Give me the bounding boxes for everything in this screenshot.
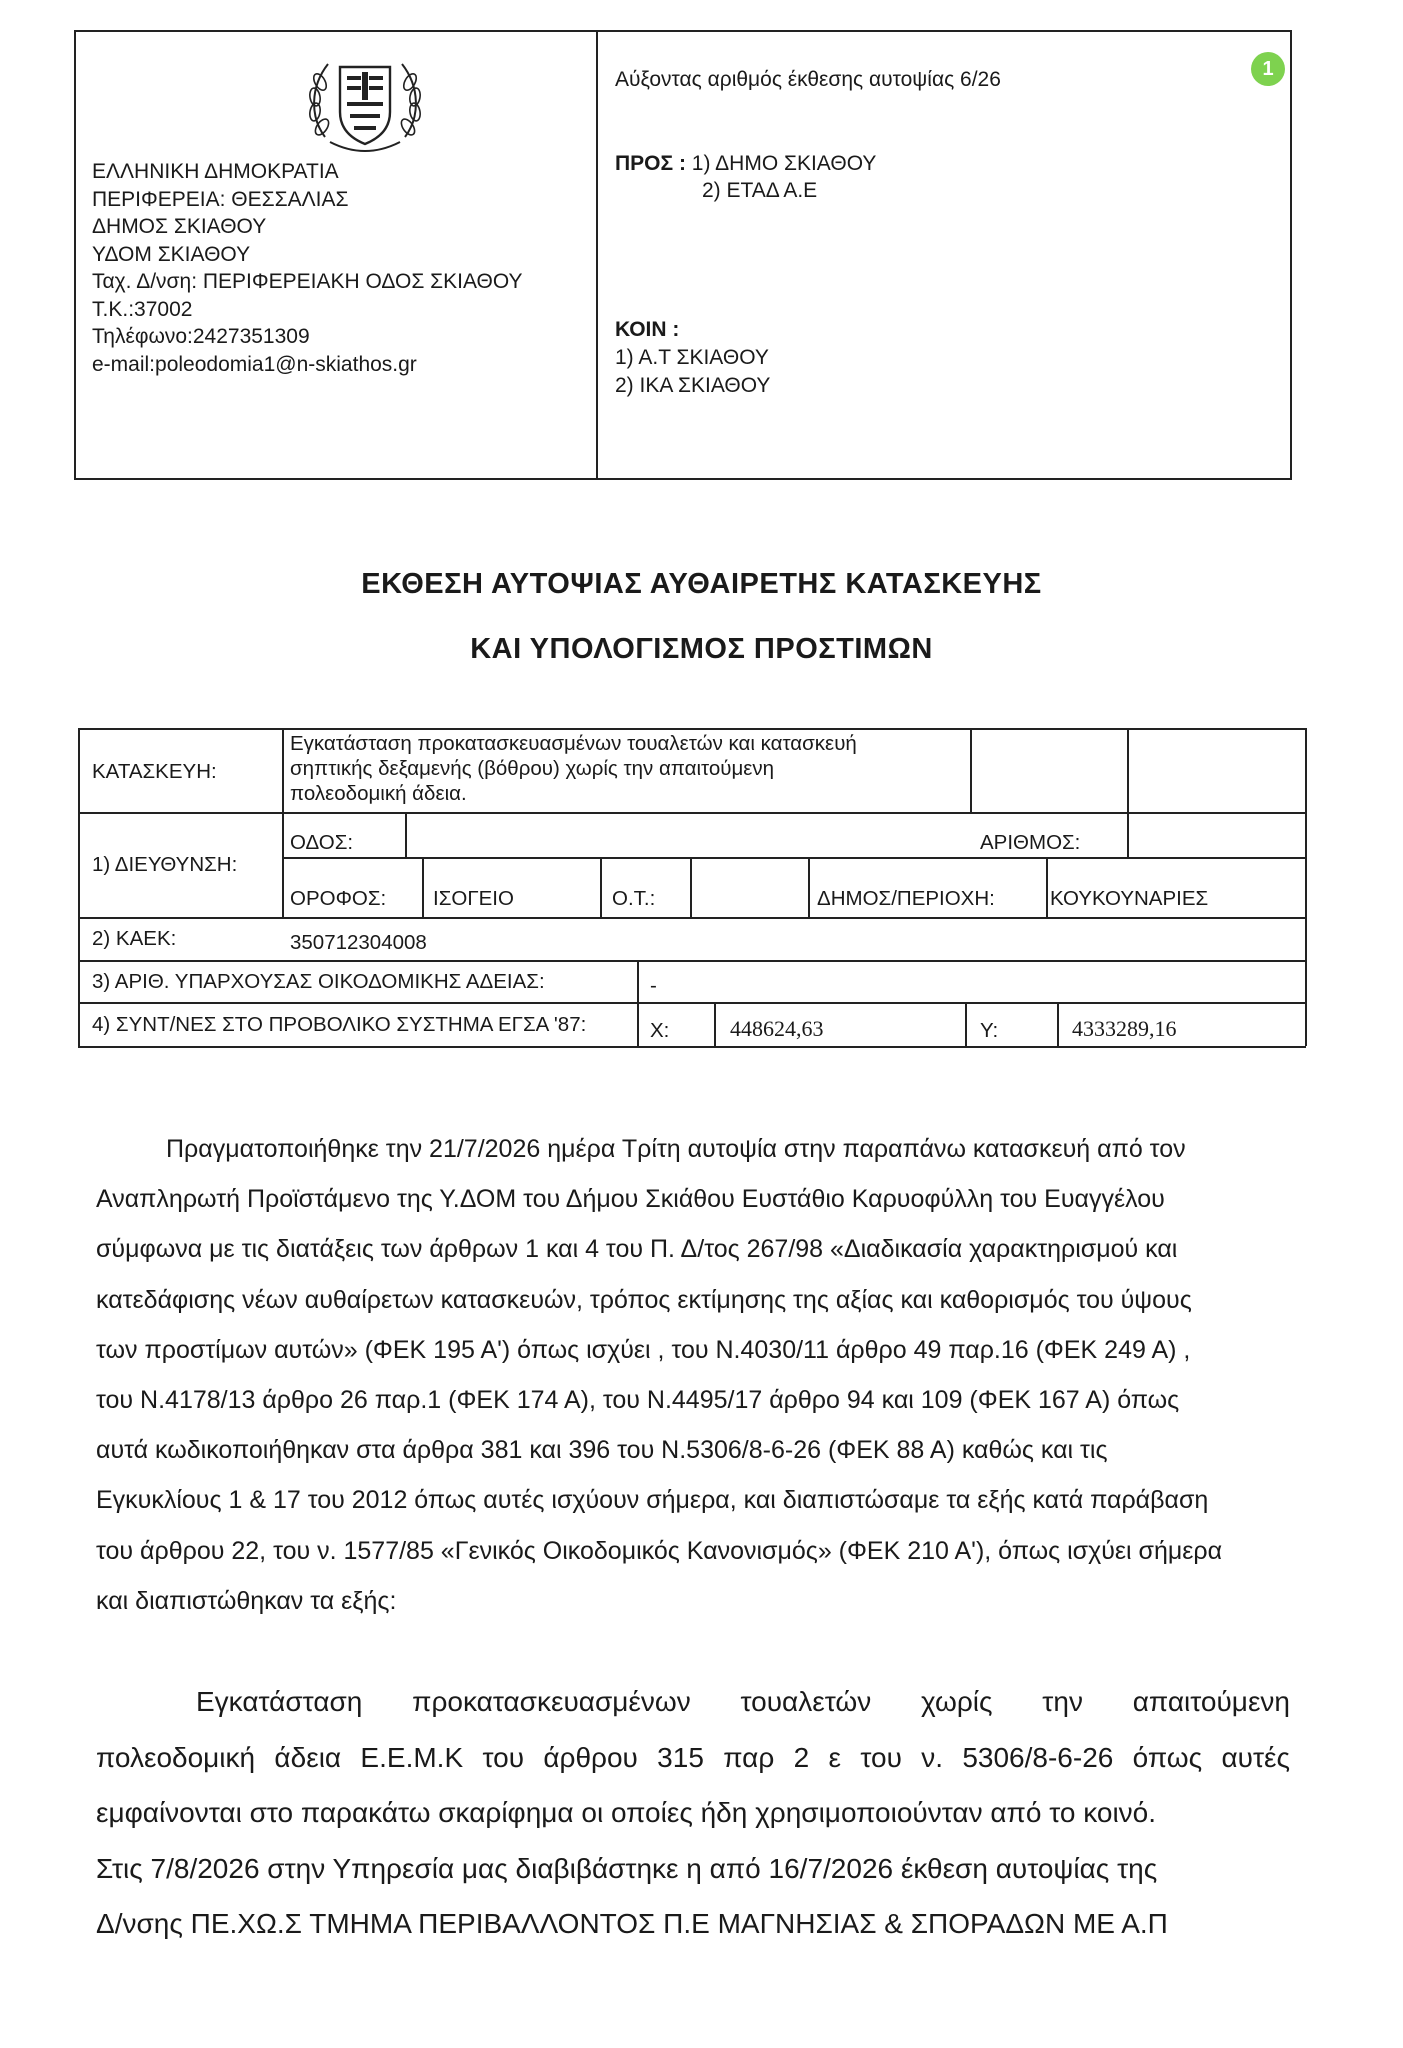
construction-value bbox=[290, 731, 857, 806]
paragraph-line: του Ν.4178/13 άρθρο 26 παρ.1 (ΦΕΚ 174 Α), του Ν.4495/17 άρθρο 94 και 109 (ΦΕΚ 167 Α) όπως bbox=[96, 1386, 1180, 1415]
paragraph-line: σύμφωνα με τις διατάξεις των άρθρων 1 και 4 του Π. Δ/τος 267/98 «Διαδικασία χαρακτηρισμού και bbox=[96, 1235, 1178, 1264]
kaek-label: 2) ΚΑΕΚ: bbox=[92, 927, 177, 950]
construction-line: Εγκατάσταση προκατασκευασμένων τουαλετών και κατασκευή bbox=[290, 732, 857, 755]
sender-line: ΥΔΟΜ ΣΚΙΑΘΟΥ bbox=[92, 242, 251, 266]
to-item: 1) ΔΗΜΟ ΣΚΙΑΘΟΥ bbox=[691, 152, 877, 175]
area-value: ΚΟΥΚΟΥΝΑΡΙΕΣ bbox=[1050, 887, 1209, 910]
sender-email: e-mail:poleodomia1@n-skiathos.gr bbox=[92, 352, 417, 376]
header-divider bbox=[596, 30, 598, 480]
cc-item: 1) Α.Τ ΣΚΙΑΘΟΥ bbox=[615, 346, 769, 369]
construction-line: σηπτικής δεξαμενής (βόθρου) χωρίς την απαιτούμενη bbox=[290, 757, 775, 780]
cc-item: 2) ΙΚΑ ΣΚΙΑΘΟΥ bbox=[615, 374, 771, 397]
sender-line: ΕΛΛΗΝΙΚΗ ΔΗΜΟΚΡΑΤΙΑ bbox=[92, 160, 339, 183]
to-item: 2) ΕΤΑΔ Α.Ε bbox=[702, 179, 818, 202]
permit-value: - bbox=[650, 974, 657, 997]
paragraph-line: του άρθρου 22, του ν. 1577/85 «Γενικός Οικοδομικός Κανονισμός» (ΦΕΚ 210 Α'), όπως ισχύει σήμερα bbox=[96, 1536, 1223, 1565]
paragraph-line: Στις 7/8/2026 στην Υπηρεσία μας διαβιβάστηκε η από 16/7/2026 έκθεση αυτοψίας της bbox=[96, 1852, 1158, 1884]
document-subtitle: ΚΑΙ ΥΠΟΛΟΓΙΣΜΟΣ ΠΡΟΣΤΙΜΩΝ bbox=[470, 633, 933, 665]
to-block bbox=[615, 150, 876, 177]
y-value: 4333289,16 bbox=[1072, 1016, 1177, 1041]
floor-value: ΙΣΟΓΕΙΟ bbox=[433, 887, 514, 910]
paragraph-line: Εγκυκλίους 1 & 17 του 2012 όπως αυτές ισχύουν σήμερα, και διαπιστώσαμε τα εξής κατά παράβαση bbox=[96, 1486, 1209, 1515]
y-label: Υ: bbox=[980, 1019, 999, 1042]
sender-address-block bbox=[92, 158, 523, 378]
serial-number-line: Αύξοντας αριθμός έκθεσης αυτοψίας 6/26 bbox=[615, 68, 1001, 91]
construction-line: πολεοδομική άδεια. bbox=[290, 782, 467, 805]
kaek-value: 350712304008 bbox=[290, 931, 427, 954]
greek-coat-of-arms-icon bbox=[300, 42, 430, 172]
area-label: ΔΗΜΟΣ/ΠΕΡΙΟΧΗ: bbox=[817, 887, 995, 910]
paragraph-line: Δ/νσης ΠΕ.ΧΩ.Σ ΤΜΗΜΑ ΠΕΡΙΒΑΛΛΟΝΤΟΣ Π.Ε ΜΑΓΝΗΣΙΑΣ & ΣΠΟΡΑΔΩΝ ΜΕ Α.Π bbox=[96, 1908, 1168, 1939]
sender-line: Τ.Κ.:37002 bbox=[92, 297, 193, 321]
street-label: ΟΔΟΣ: bbox=[290, 831, 354, 854]
inspection-paragraph bbox=[96, 1124, 1356, 1626]
paragraph-line: κατεδάφισης νέων αυθαίρετων κατασκευών, τρόπος εκτίμησης της αξίας και καθορισμός του ύψους bbox=[96, 1285, 1192, 1314]
block-label: Ο.Τ.: bbox=[612, 887, 656, 910]
page-badge: 1 bbox=[1251, 52, 1285, 86]
x-label: Χ: bbox=[650, 1019, 670, 1042]
paragraph-line: Πραγματοποιήθηκε την 21/7/2026 ημέρα Τρίτη αυτοψία στην παραπάνω κατασκευή από τον bbox=[166, 1135, 1186, 1163]
sender-line: Ταχ. Δ/νση: ΠΕΡΙΦΕΡΕΙΑΚΗ ΟΔΟΣ ΣΚΙΑΘΟΥ bbox=[92, 270, 523, 293]
paragraph-line: αυτά κωδικοποιήθηκαν στα άρθρα 381 και 396 του Ν.5306/8-6-26 (ΦΕΚ 88 Α) καθώς και τις bbox=[96, 1436, 1108, 1465]
sender-line: ΠΕΡΙΦΕΡΕΙΑ: ΘΕΣΣΑΛΙΑΣ bbox=[92, 187, 349, 211]
x-value: 448624,63 bbox=[730, 1016, 824, 1041]
coords-label: 4) ΣΥΝΤ/ΝΕΣ ΣΤΟ ΠΡΟΒΟΛΙΚΟ ΣΥΣΤΗΜΑ ΕΓΣΑ '87: bbox=[92, 1013, 587, 1036]
floor-label: ΟΡΟΦΟΣ: bbox=[290, 887, 387, 910]
permit-label: 3) ΑΡΙΘ. ΥΠΑΡΧΟΥΣΑΣ ΟΙΚΟΔΟΜΙΚΗΣ ΑΔΕΙΑΣ: bbox=[92, 970, 545, 993]
document-title: ΕΚΘΕΣΗ ΑΥΤΟΨΙΑΣ ΑΥΘΑΙΡΕΤΗΣ ΚΑΤΑΣΚΕΥΗΣ bbox=[361, 568, 1042, 600]
paragraph-line: και διαπιστώθηκαν τα εξής: bbox=[96, 1586, 397, 1615]
sender-line: ΔΗΜΟΣ ΣΚΙΑΘΟΥ bbox=[92, 215, 267, 238]
number-label: ΑΡΙΘΜΟΣ: bbox=[980, 831, 1081, 854]
findings-paragraph bbox=[96, 1674, 1290, 1952]
paragraph-line: εμφαίνονται στο παρακάτω σκαρίφημα οι οποίες ήδη χρησιμοποιούνταν από το κοινό. bbox=[96, 1797, 1157, 1828]
address-label: 1) ΔΙΕΥΘΥΝΣΗ: bbox=[92, 853, 238, 876]
sender-line: Τηλέφωνο:2427351309 bbox=[92, 325, 310, 348]
paragraph-line: Αναπληρωτή Προϊστάμενο της Υ.ΔΟΜ του Δήμου Σκιάθου Ευστάθιο Καρυοφύλλη του Ευαγγέλου bbox=[96, 1185, 1165, 1214]
construction-label: ΚΑΤΑΣΚΕΥΗ: bbox=[92, 760, 217, 783]
paragraph-line: Εγκατάσταση προκατασκευασμένων τουαλετών χωρίς την απαιτούμενη bbox=[196, 1686, 1290, 1717]
paragraph-line: των προστίμων αυτών» (ΦΕΚ 195 Α') όπως ισχύει , του Ν.4030/11 άρθρο 49 παρ.16 (ΦΕΚ 249 Α) , bbox=[96, 1335, 1191, 1364]
to-label: ΠΡΟΣ : bbox=[615, 152, 686, 175]
cc-label: ΚΟΙΝ : bbox=[615, 318, 680, 341]
paragraph-line: πολεοδομική άδεια Ε.Ε.Μ.Κ του άρθρου 315 παρ 2 ε του ν. 5306/8-6-26 όπως αυτές bbox=[96, 1741, 1290, 1773]
